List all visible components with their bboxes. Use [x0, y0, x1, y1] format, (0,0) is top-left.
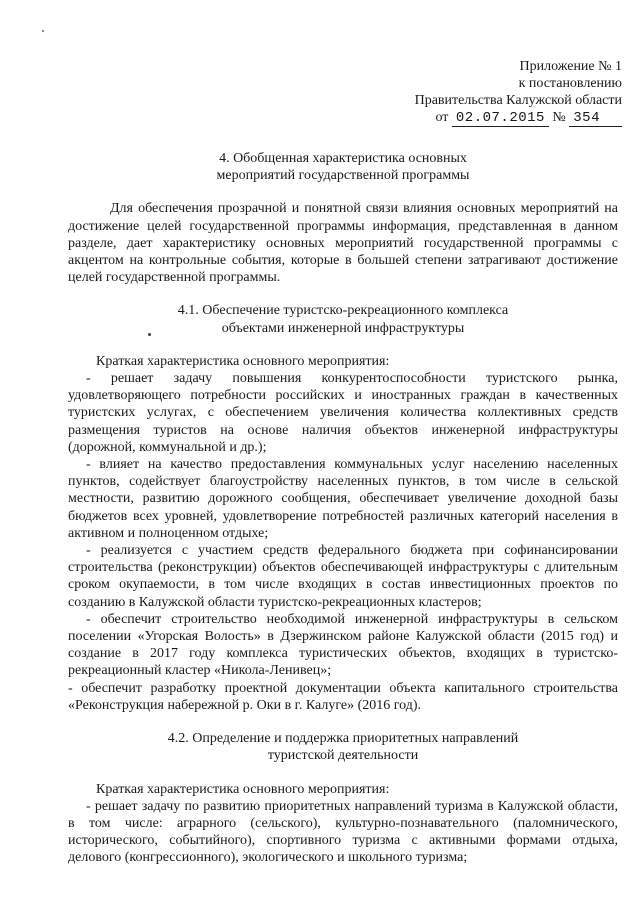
section-4-2-title-line-1: 4.2. Определение и поддержка приоритетных направлений [167, 731, 519, 747]
section-4-title-line-2: мероприятий государственной программы [216, 168, 470, 184]
section-4-1-item: - влияет на качество предоставления коммунальных услуг населению населенных пунктов, содействует благоустройству населенных пунктов, в том числе в сельской местности, развитию дорожного сообщения, обеспечивает увеличение доходной базы бюджетов всех уровней, удовлетворение потребностей различных категорий населения в активном и полноценном отдыхе; [68, 457, 618, 541]
section-4-2-item: - решает задачу по развитию приоритетных направлений туризма в Калужской области, в том числе: аграрного (сельского), культурно-познавательного (паломнического, исторического, событийного), спортивного туризма с активными формами отдыха, делового (конгрессионного), экологического и школьного туризма; [68, 798, 618, 866]
appendix-line-1: Приложение № 1 [519, 59, 622, 74]
appendix-date: 02.07.2015 [452, 110, 549, 127]
section-4-2-lead: Краткая характеристика основного мероприятия: [96, 781, 390, 797]
section-4-1-item: - решает задачу повышения конкурентоспособности туристского рынка, удовлетворяющего потребности российских и иностранных граждан в качественных туристских услугах, с обеспечением увеличения количества коллективных средств размещения туристов на основе наличия объектов инженерной инфраструктуры (дорожной, коммунальной и др.); [68, 371, 618, 455]
appendix-line-3: Правительства Калужской области [414, 93, 622, 108]
date-prefix: от [435, 110, 449, 125]
section-4-1-item: - реализуется с участием средств федерального бюджета при софинансировании строительства (реконструкции) объектов обеспечивающей инфраструктуры с длительным сроком окупаемости, в том числе входящих в состав инвестиционных проектов по созданию в Калужской области туристско-рекреационных кластеров; [68, 543, 618, 610]
section-4-1-title-line-1: 4.1. Обеспечение туристско-рекреационного комплекса [177, 303, 509, 319]
appendix-number: 354 [569, 110, 622, 127]
section-4-1-title [68, 302, 618, 336]
section-4-1-lead: Краткая характеристика основного мероприятия: [96, 353, 390, 369]
appendix-date-line [415, 109, 622, 127]
appendix-line-2: к постановлению [518, 76, 622, 91]
section-4-1-item: - обеспечит разработку проектной документации объекта капитального строительства «Реконструкция набережной р. Оки в г. Калуге» (2016 год). [68, 680, 618, 713]
section-4-1-item: - обеспечит строительство необходимой инженерной инфраструктуры в сельском поселении «Угорская Волость» в Дзержинском районе Калужской области (2015 год) и создание в 2017 году комплекса туристических объектов, входящих в туристско-рекреационный кластер «Никола-Ленивец»; [68, 611, 618, 679]
section-4-intro: Для обеспечения прозрачной и понятной связи влияния основных мероприятий на достижение целей государственной программы информация, представленная в данном разделе, дает характеристику основных мероприятий государственной программы с акцентом на контрольные события, которые в большей степени затрагивают достижение целей государственной программы. [68, 201, 618, 286]
section-4-2-title-line-2: туристской деятельности [267, 748, 419, 764]
section-4-1-title-line-2: объектами инженерной инфраструктуры [221, 320, 465, 336]
section-4-title [68, 150, 618, 184]
section-4-title-line-1: 4. Обобщенная характеристика основных [219, 151, 467, 166]
appendix-block [415, 58, 622, 127]
document-body [68, 150, 618, 867]
section-4-2-title [68, 730, 618, 764]
scan-speck [42, 30, 44, 32]
number-prefix: № [552, 110, 566, 125]
